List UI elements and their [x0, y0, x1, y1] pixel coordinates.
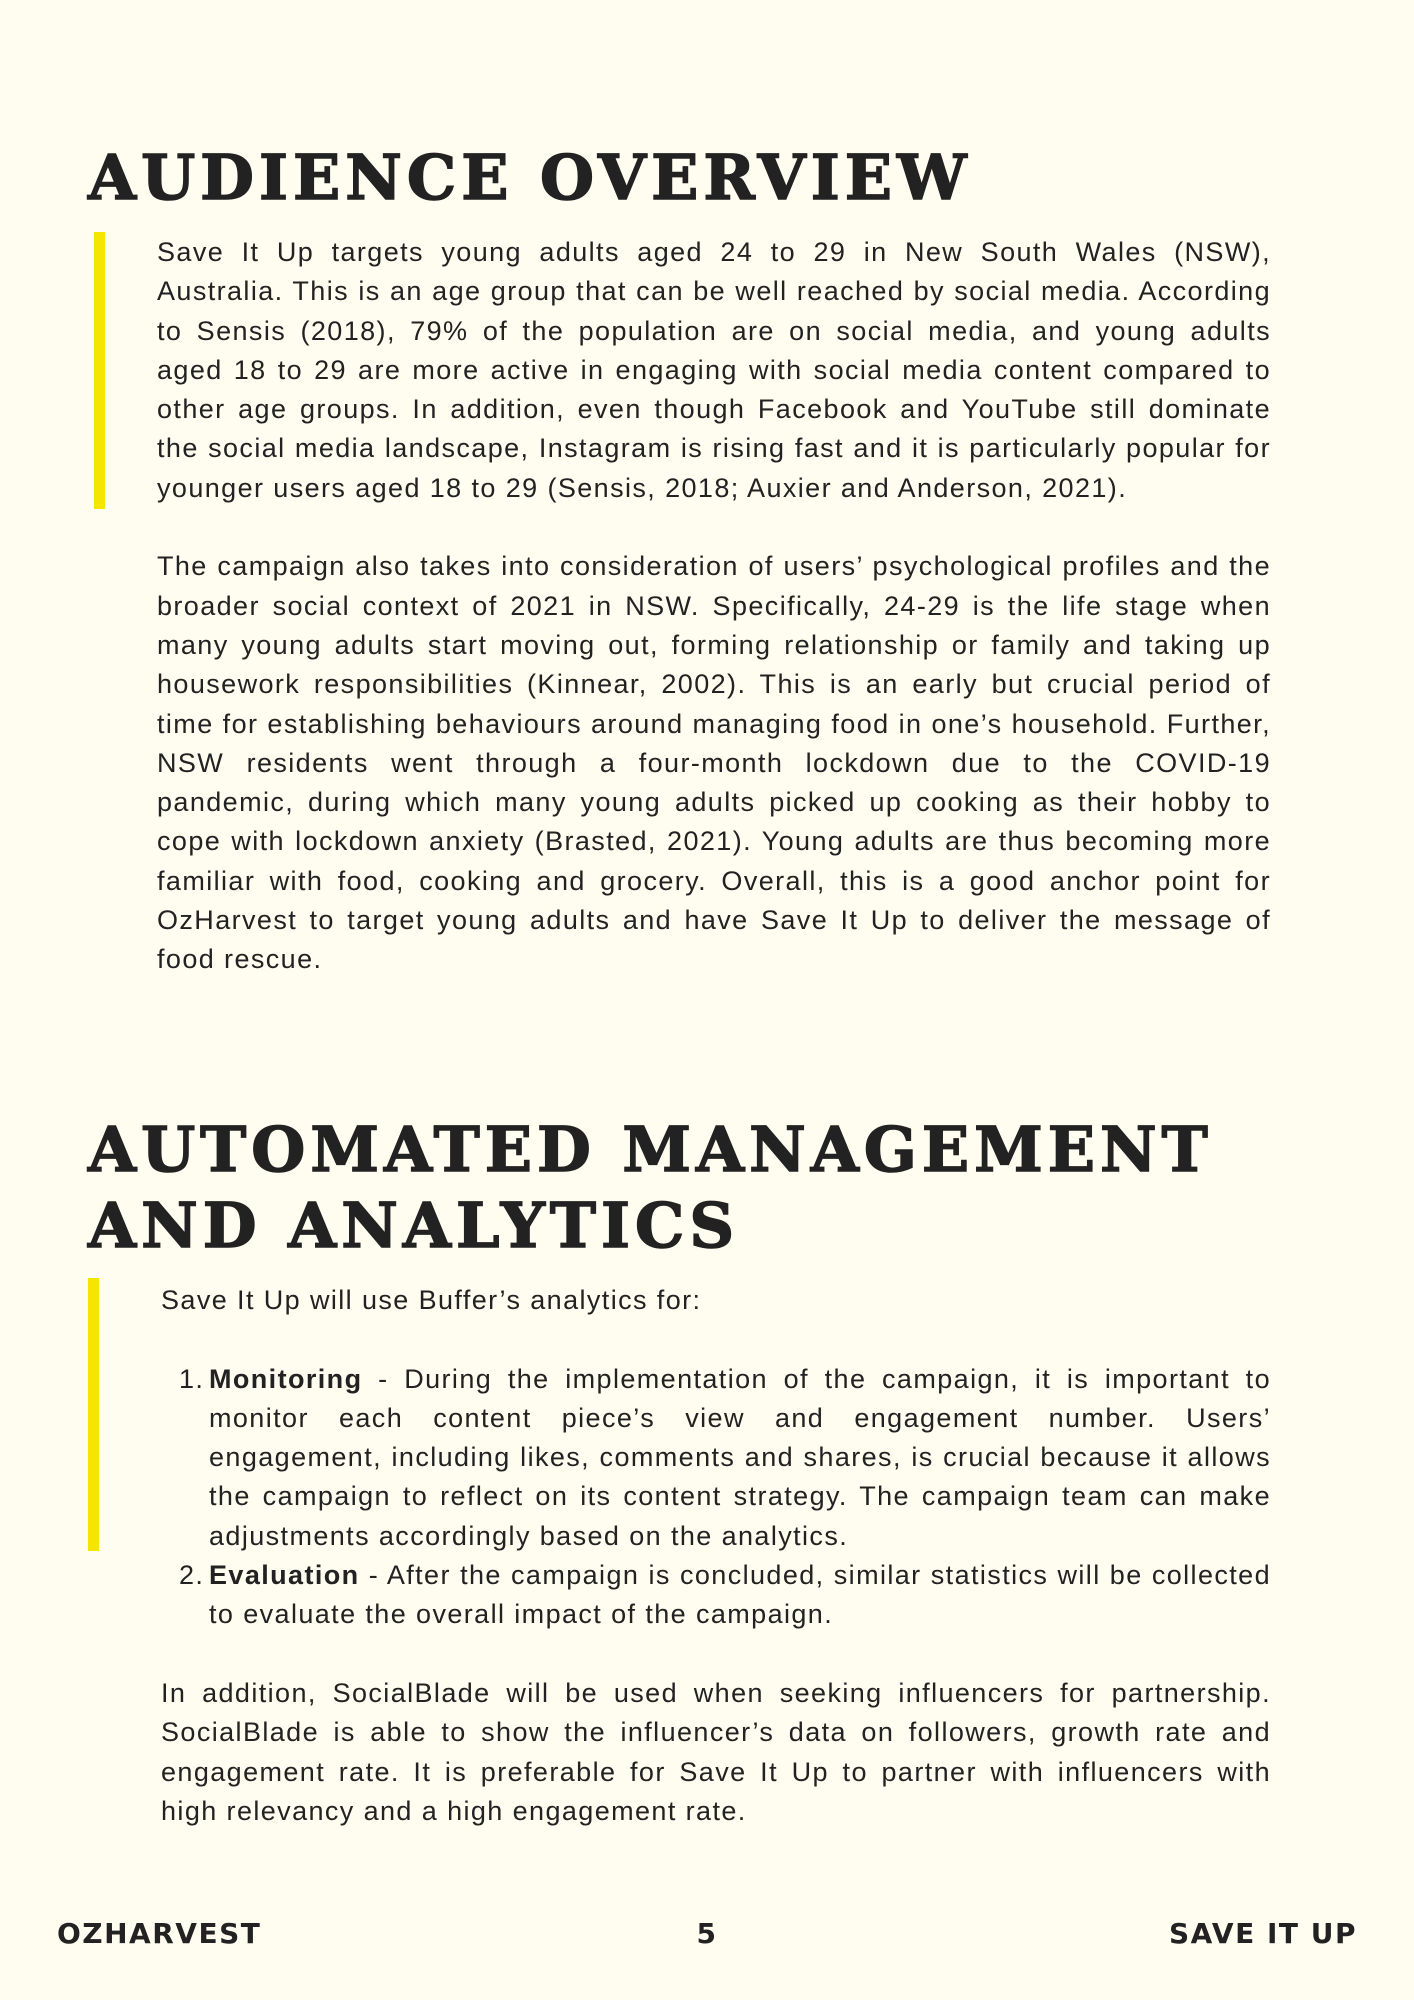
list-item-monitoring	[161, 1360, 1271, 1556]
audience-paragraph-1: Save It Up targets young adults aged 24 to 29 in New South Wales (NSW), Australia. This is an age group that can be well reached by social media. According to Sensis (2018), 79% of the population are on social media, and young adults aged 18 to 29 are more active in engaging with social media content compared to other age groups. In addition, even though Facebook and YouTube still dominate the social media landscape, Instagram is rising fast and it is particularly popular for younger users aged 18 to 29 (Sensis, 2018; Auxier and Anderson, 2021).	[157, 237, 1271, 503]
audience-overview-body	[157, 233, 1271, 980]
page-number: 5	[696, 1917, 718, 1950]
analytics-list	[161, 1360, 1271, 1635]
list-item-text: - During the implementation of the campaign, it is important to monitor each content piece’s view and engagement number. Users’ engagement, including likes, comments and shares, is crucial because it allows the campaign to reflect on its content strategy. The campaign team can make adjustments accordingly based on the analytics.	[209, 1363, 1271, 1551]
analytics-heading-line-1: AUTOMATED MANAGEMENT	[88, 1113, 1213, 1186]
audience-paragraph-2: The campaign also takes into consideration of users’ psychological profiles and the broader social context of 2021 in NSW. Specifically, 24-29 is the life stage when many young adults start moving out, forming relationship or family and taking up housework responsibilities (Kinnear, 2002). This is an early but crucial period of time for establishing behaviours around managing food in one’s household. Further, NSW residents went through a four-month lockdown due to the COVID-19 pandemic, during which many young adults picked up cooking as their hobby to cope with lockdown anxiety (Brasted, 2021). Young adults are thus becoming more familiar with food, cooking and grocery. Overall, this is a good anchor point for OzHarvest to target young adults and have Save It Up to deliver the message of food rescue.	[157, 551, 1271, 975]
accent-bar	[94, 232, 105, 509]
accent-bar	[88, 1278, 99, 1551]
list-item-text: - After the campaign is concluded, similar statistics will be collected to evaluate the overall impact of the campaign.	[209, 1560, 1271, 1630]
list-item-number: 2.	[179, 1560, 205, 1591]
analytics-closing-paragraph: In addition, SocialBlade will be used when seeking influencers for partnership. SocialBlade is able to show the influencer’s data on followers, growth rate and engagement rate. It is preferable for Save It Up to partner with influencers with high relevancy and a high engagement rate.	[161, 1677, 1271, 1826]
analytics-intro: Save It Up will use Buffer’s analytics for:	[161, 1285, 702, 1315]
list-item-number: 1.	[179, 1363, 205, 1394]
footer-campaign-name: SAVE IT UP	[1168, 1917, 1357, 1950]
analytics-body	[161, 1281, 1271, 1831]
analytics-heading	[88, 1112, 1213, 1264]
list-item-evaluation	[161, 1556, 1271, 1635]
footer-org-name: OZHARVEST	[57, 1917, 262, 1950]
list-item-term: Evaluation	[209, 1560, 360, 1591]
list-item-term: Monitoring	[209, 1363, 363, 1394]
audience-overview-heading: AUDIENCE OVERVIEW	[88, 141, 972, 214]
analytics-heading-line-2: AND ANALYTICS	[88, 1189, 740, 1262]
